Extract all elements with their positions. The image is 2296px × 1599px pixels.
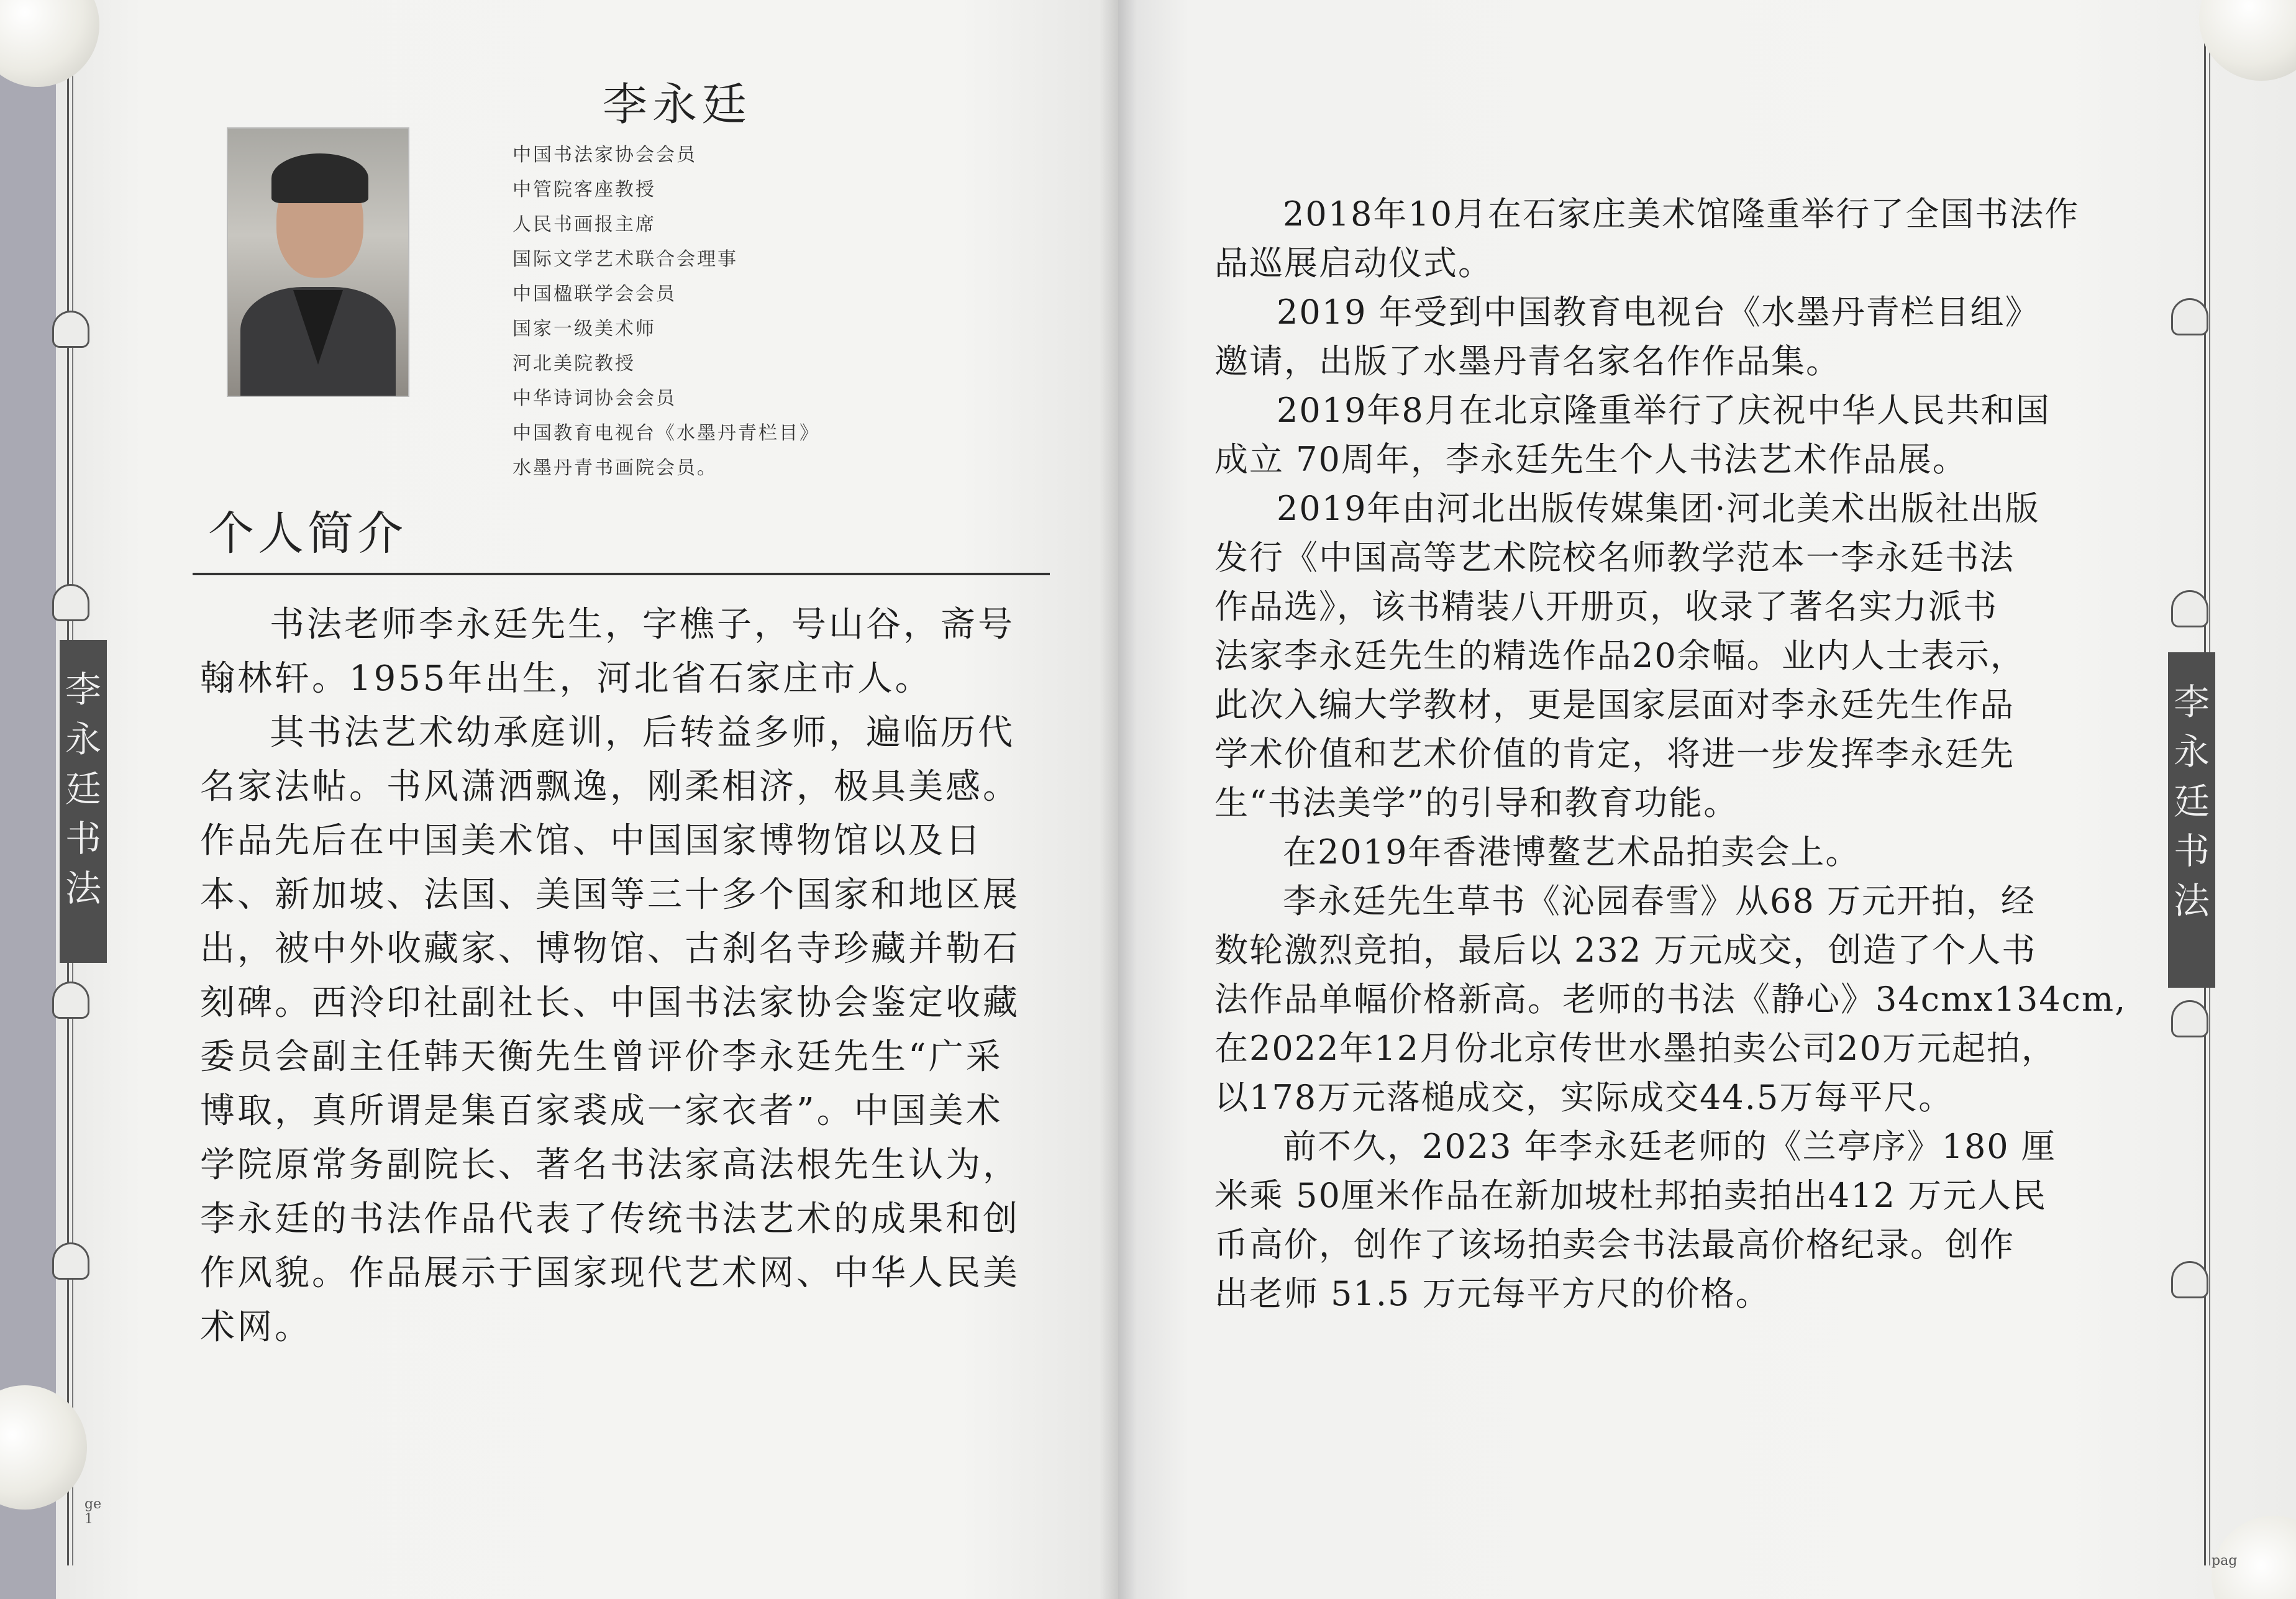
- text-line: 博取，真所谓是集百家裘成一家衣者”。中国美术: [200, 1091, 1003, 1131]
- text-line: 品巡展启动仪式。: [1214, 244, 1493, 283]
- side-label-char: 李: [65, 668, 101, 711]
- title-item: 中管院客座教授: [512, 179, 656, 201]
- border-ornament-icon: [52, 584, 89, 621]
- border-ornament-icon: [52, 311, 89, 348]
- text-line: 法作品单幅价格新高。老师的书法《静心》34cmx134cm,: [1214, 980, 2127, 1019]
- section-divider: [193, 573, 1050, 575]
- text-line: 在2019年香港博鳌艺术品拍卖会上。: [1283, 832, 1861, 872]
- side-label-char: 廷: [65, 768, 101, 810]
- title-item: 中华诗词协会会员: [512, 388, 676, 409]
- text-line: 本、新加坡、法国、美国等三十多个国家和地区展: [200, 875, 1020, 915]
- title-item: 河北美院教授: [512, 353, 636, 375]
- text-line: 前不久，2023 年李永廷老师的《兰亭序》180 厘: [1283, 1127, 2056, 1166]
- artist-name-title: 李永廷: [603, 78, 752, 130]
- border-ornament-icon: [2171, 298, 2208, 335]
- text-line: 生“书法美学”的引导和教育功能。: [1214, 783, 1739, 822]
- title-item: 中国楹联学会会员: [512, 283, 676, 305]
- section-heading: 个人简介: [208, 507, 407, 560]
- text-line: 出，被中外收藏家、博物馆、古刹名寺珍藏并勒石: [200, 929, 1020, 969]
- text-line: 翰林轩。1955年出生，河北省石家庄市人。: [200, 658, 932, 699]
- text-line: 委员会副主任韩天衡先生曾评价李永廷先生“广采: [200, 1037, 1003, 1077]
- text-line: 在2022年12月份北京传世水墨拍卖公司20万元起拍，: [1214, 1029, 2056, 1068]
- text-line: 李永廷的书法作品代表了传统书法艺术的成果和创: [200, 1199, 1020, 1239]
- border-ornament-icon: [2171, 590, 2208, 627]
- text-line: 发行《中国高等艺术院校名师教学范本一李永廷书法: [1214, 538, 2015, 577]
- side-label-char: 法: [65, 867, 101, 909]
- page-marker: pag: [2212, 1553, 2238, 1569]
- book-spine: [1100, 0, 1137, 1599]
- text-line: 成立 70周年，李永廷先生个人书法艺术作品展。: [1214, 440, 1967, 479]
- page-marker: ge 1: [84, 1496, 102, 1527]
- text-line: 2019年8月在北京隆重举行了庆祝中华人民共和国: [1277, 391, 2051, 430]
- text-line: 李永廷先生草书《沁园春雪》从68 万元开拍，经: [1283, 882, 2036, 921]
- text-line: 法家李永廷先生的精选作品20余幅。业内人士表示，: [1214, 636, 2025, 675]
- text-line: 作风貌。作品展示于国家现代艺术网、中华人民美: [200, 1253, 1020, 1293]
- artist-portrait-photo: [227, 127, 409, 397]
- side-label-char: 永: [2173, 731, 2210, 773]
- text-line: 刻碑。西泠印社副社长、中国书法家协会鉴定收藏: [200, 983, 1020, 1023]
- side-label-char: 李: [2173, 681, 2210, 723]
- text-line: 学院原常务副院长、著名书法家高法根先生认为，: [200, 1145, 1020, 1185]
- border-ornament-icon: [2171, 1000, 2208, 1037]
- side-label-char: 法: [2173, 880, 2210, 922]
- title-item: 人民书画报主席: [512, 214, 656, 235]
- text-line: 出老师 51.5 万元每平方尺的价格。: [1214, 1274, 1770, 1313]
- text-line: 2018年10月在石家庄美术馆隆重举行了全国书法作: [1283, 194, 2080, 234]
- text-line: 币高价，创作了该场拍卖会书法最高价格纪录。创作: [1214, 1225, 2015, 1264]
- title-item: 国家一级美术师: [512, 318, 656, 340]
- border-ornament-icon: [2171, 1261, 2208, 1298]
- text-line: 作品选》，该书精装八开册页，收录了著名实力派书: [1214, 587, 1998, 626]
- title-item: 中国书法家协会会员: [512, 144, 697, 166]
- text-line: 名家法帖。书风潇洒飘逸，刚柔相济，极具美感。: [200, 767, 1020, 807]
- side-label-char: 廷: [2173, 780, 2210, 822]
- title-item: 国际文学艺术联合会理事: [512, 248, 738, 270]
- text-line: 以178万元落槌成交，实际成交44.5万每平尺。: [1214, 1078, 1954, 1117]
- side-label-char: 永: [65, 718, 101, 760]
- text-line: 其书法艺术幼承庭训，后转益多师，遍临历代: [270, 713, 1015, 753]
- text-line: 作品先后在中国美术馆、中国国家博物馆以及日: [200, 821, 983, 861]
- left-side-label: [60, 640, 107, 963]
- text-line: 2019 年受到中国教育电视台《水墨丹青栏目组》: [1277, 293, 2040, 332]
- title-item: 中国教育电视台《水墨丹青栏目》: [512, 422, 820, 444]
- text-line: 2019年由河北出版传媒集团·河北美术出版社出版: [1277, 489, 2040, 528]
- biography-text: [200, 598, 1057, 1354]
- right-side-label: [2168, 652, 2215, 988]
- side-label-char: 书: [2173, 830, 2210, 872]
- artist-titles-list: [512, 138, 820, 486]
- text-line: 学术价值和艺术价值的肯定，将进一步发挥李永廷先: [1214, 734, 2015, 773]
- text-line: 米乘 50厘米作品在新加坡杜邦拍卖拍出412 万元人民: [1214, 1176, 2048, 1215]
- text-line: 邀请，出版了水墨丹青名家名作作品集。: [1214, 342, 1841, 381]
- text-line: 此次入编大学教材，更是国家层面对李永廷先生作品: [1214, 685, 2015, 724]
- text-line: 书法老师李永廷先生，字樵子，号山谷，斋号: [270, 604, 1015, 645]
- border-ornament-icon: [52, 982, 89, 1019]
- achievements-text: [1214, 189, 2134, 1318]
- title-item: 水墨丹青书画院会员。: [512, 457, 718, 479]
- text-line: 数轮激烈竞拍，最后以 232 万元成交，创造了个人书: [1214, 931, 2037, 970]
- text-line: 术网。: [200, 1307, 312, 1347]
- side-label-char: 书: [65, 818, 101, 860]
- border-ornament-icon: [52, 1242, 89, 1280]
